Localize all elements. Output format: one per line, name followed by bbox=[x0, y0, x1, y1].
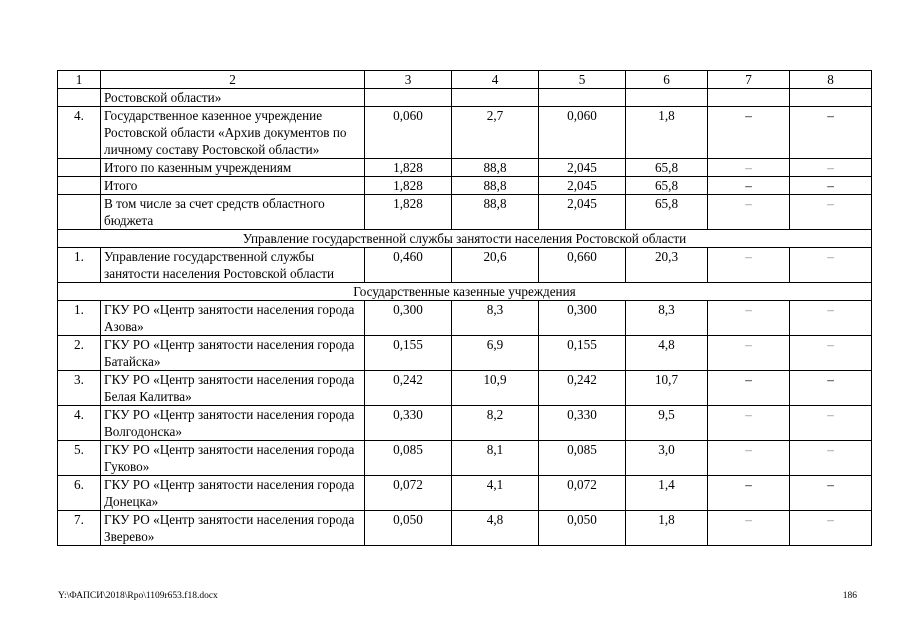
row-number: 1. bbox=[58, 248, 101, 283]
row-name: ГКУ РО «Центр занятости населения города Волгодонска» bbox=[101, 406, 365, 441]
value-col-5: 0,300 bbox=[539, 301, 626, 336]
value-col-4: 10,9 bbox=[452, 371, 539, 406]
header-cell: 7 bbox=[708, 71, 790, 89]
row-name: ГКУ РО «Центр занятости населения города Азова» bbox=[101, 301, 365, 336]
table-row bbox=[58, 159, 872, 177]
value-col-8: – bbox=[790, 195, 872, 230]
value-col-4: 20,6 bbox=[452, 248, 539, 283]
value-col-3: 0,330 bbox=[365, 406, 452, 441]
value-col-7: – bbox=[708, 301, 790, 336]
value-col-5: 0,330 bbox=[539, 406, 626, 441]
value-col-7: – bbox=[708, 406, 790, 441]
value-col-6: 4,8 bbox=[626, 336, 708, 371]
value-col-4: 88,8 bbox=[452, 195, 539, 230]
value-col-5 bbox=[539, 89, 626, 107]
table-row bbox=[58, 248, 872, 283]
value-col-6: 10,7 bbox=[626, 371, 708, 406]
value-col-7: – bbox=[708, 336, 790, 371]
value-col-4: 4,1 bbox=[452, 476, 539, 511]
row-number bbox=[58, 195, 101, 230]
table-row bbox=[58, 371, 872, 406]
table-row bbox=[58, 195, 872, 230]
value-col-8 bbox=[790, 89, 872, 107]
value-col-6: 1,8 bbox=[626, 511, 708, 546]
table-header-row bbox=[58, 71, 872, 89]
value-col-7: – bbox=[708, 476, 790, 511]
row-name: Ростовской области» bbox=[101, 89, 365, 107]
value-col-6: 65,8 bbox=[626, 177, 708, 195]
value-col-4: 88,8 bbox=[452, 177, 539, 195]
value-col-7: – bbox=[708, 107, 790, 159]
value-col-8: – bbox=[790, 441, 872, 476]
table-row bbox=[58, 107, 872, 159]
row-number: 3. bbox=[58, 371, 101, 406]
value-col-4: 8,2 bbox=[452, 406, 539, 441]
table-row bbox=[58, 476, 872, 511]
value-col-7: – bbox=[708, 511, 790, 546]
value-col-6: 20,3 bbox=[626, 248, 708, 283]
value-col-5: 0,050 bbox=[539, 511, 626, 546]
value-col-3: 0,300 bbox=[365, 301, 452, 336]
value-col-6: 65,8 bbox=[626, 159, 708, 177]
row-number bbox=[58, 159, 101, 177]
value-col-7: – bbox=[708, 248, 790, 283]
value-col-7: – bbox=[708, 159, 790, 177]
value-col-8: – bbox=[790, 248, 872, 283]
value-col-4: 88,8 bbox=[452, 159, 539, 177]
row-name: Итого по казенным учреждениям bbox=[101, 159, 365, 177]
row-number: 1. bbox=[58, 301, 101, 336]
table-row bbox=[58, 177, 872, 195]
value-col-5: 0,242 bbox=[539, 371, 626, 406]
value-col-8: – bbox=[790, 301, 872, 336]
table-row bbox=[58, 89, 872, 107]
table-section-row bbox=[58, 230, 872, 248]
value-col-8: – bbox=[790, 406, 872, 441]
value-col-3: 0,242 bbox=[365, 371, 452, 406]
data-table bbox=[57, 70, 872, 546]
value-col-7: – bbox=[708, 195, 790, 230]
value-col-3: 0,060 bbox=[365, 107, 452, 159]
header-cell: 8 bbox=[790, 71, 872, 89]
value-col-3 bbox=[365, 89, 452, 107]
value-col-4 bbox=[452, 89, 539, 107]
row-number: 4. bbox=[58, 406, 101, 441]
value-col-5: 0,660 bbox=[539, 248, 626, 283]
value-col-5: 2,045 bbox=[539, 159, 626, 177]
header-cell: 4 bbox=[452, 71, 539, 89]
row-name: ГКУ РО «Центр занятости населения города Белая Калитва» bbox=[101, 371, 365, 406]
value-col-3: 0,072 bbox=[365, 476, 452, 511]
table-row bbox=[58, 406, 872, 441]
footer-page-number: 186 bbox=[842, 591, 857, 601]
value-col-8: – bbox=[790, 371, 872, 406]
value-col-5: 0,085 bbox=[539, 441, 626, 476]
value-col-8: – bbox=[790, 476, 872, 511]
row-name: Итого bbox=[101, 177, 365, 195]
row-number: 4. bbox=[58, 107, 101, 159]
header-cell: 3 bbox=[365, 71, 452, 89]
row-number bbox=[58, 89, 101, 107]
value-col-7: – bbox=[708, 177, 790, 195]
row-number: 2. bbox=[58, 336, 101, 371]
header-cell: 6 bbox=[626, 71, 708, 89]
value-col-6: 8,3 bbox=[626, 301, 708, 336]
value-col-4: 6,9 bbox=[452, 336, 539, 371]
value-col-6: 1,4 bbox=[626, 476, 708, 511]
value-col-8: – bbox=[790, 159, 872, 177]
value-col-3: 0,050 bbox=[365, 511, 452, 546]
value-col-5: 0,072 bbox=[539, 476, 626, 511]
value-col-8: – bbox=[790, 107, 872, 159]
value-col-3: 1,828 bbox=[365, 177, 452, 195]
value-col-4: 8,3 bbox=[452, 301, 539, 336]
value-col-7 bbox=[708, 89, 790, 107]
value-col-3: 1,828 bbox=[365, 159, 452, 177]
row-number: 6. bbox=[58, 476, 101, 511]
value-col-3: 1,828 bbox=[365, 195, 452, 230]
value-col-5: 2,045 bbox=[539, 177, 626, 195]
value-col-3: 0,085 bbox=[365, 441, 452, 476]
value-col-7: – bbox=[708, 371, 790, 406]
row-name: Государственное казенное учреждение Ростовской области «Архив документов по личному составу Ростовской области» bbox=[101, 107, 365, 159]
value-col-8: – bbox=[790, 336, 872, 371]
value-col-3: 0,155 bbox=[365, 336, 452, 371]
section-heading: Управление государственной службы занятости населения Ростовской области bbox=[58, 230, 872, 248]
header-cell: 1 bbox=[58, 71, 101, 89]
value-col-6 bbox=[626, 89, 708, 107]
section-heading: Государственные казенные учреждения bbox=[58, 283, 872, 301]
value-col-5: 0,155 bbox=[539, 336, 626, 371]
row-number bbox=[58, 177, 101, 195]
table-row bbox=[58, 511, 872, 546]
header-cell: 2 bbox=[101, 71, 365, 89]
table-row bbox=[58, 441, 872, 476]
value-col-8: – bbox=[790, 511, 872, 546]
footer-file-path: Y:\ФАПСИ\2018\Rpo\1109r653.f18.docx bbox=[58, 591, 218, 601]
value-col-6: 9,5 bbox=[626, 406, 708, 441]
value-col-4: 8,1 bbox=[452, 441, 539, 476]
value-col-4: 4,8 bbox=[452, 511, 539, 546]
row-name: ГКУ РО «Центр занятости населения города Батайска» bbox=[101, 336, 365, 371]
table-row bbox=[58, 336, 872, 371]
value-col-4: 2,7 bbox=[452, 107, 539, 159]
row-number: 7. bbox=[58, 511, 101, 546]
row-name: В том числе за счет средств областного бюджета bbox=[101, 195, 365, 230]
header-cell: 5 bbox=[539, 71, 626, 89]
value-col-5: 2,045 bbox=[539, 195, 626, 230]
row-name: ГКУ РО «Центр занятости населения города Зверево» bbox=[101, 511, 365, 546]
table-row bbox=[58, 301, 872, 336]
table-section-row bbox=[58, 283, 872, 301]
table-body bbox=[58, 71, 872, 546]
row-name: ГКУ РО «Центр занятости населения города Гуково» bbox=[101, 441, 365, 476]
value-col-5: 0,060 bbox=[539, 107, 626, 159]
value-col-8: – bbox=[790, 177, 872, 195]
row-name: Управление государственной службы занятости населения Ростовской области bbox=[101, 248, 365, 283]
value-col-7: – bbox=[708, 441, 790, 476]
row-number: 5. bbox=[58, 441, 101, 476]
row-name: ГКУ РО «Центр занятости населения города Донецка» bbox=[101, 476, 365, 511]
value-col-6: 3,0 bbox=[626, 441, 708, 476]
value-col-6: 65,8 bbox=[626, 195, 708, 230]
value-col-6: 1,8 bbox=[626, 107, 708, 159]
value-col-3: 0,460 bbox=[365, 248, 452, 283]
